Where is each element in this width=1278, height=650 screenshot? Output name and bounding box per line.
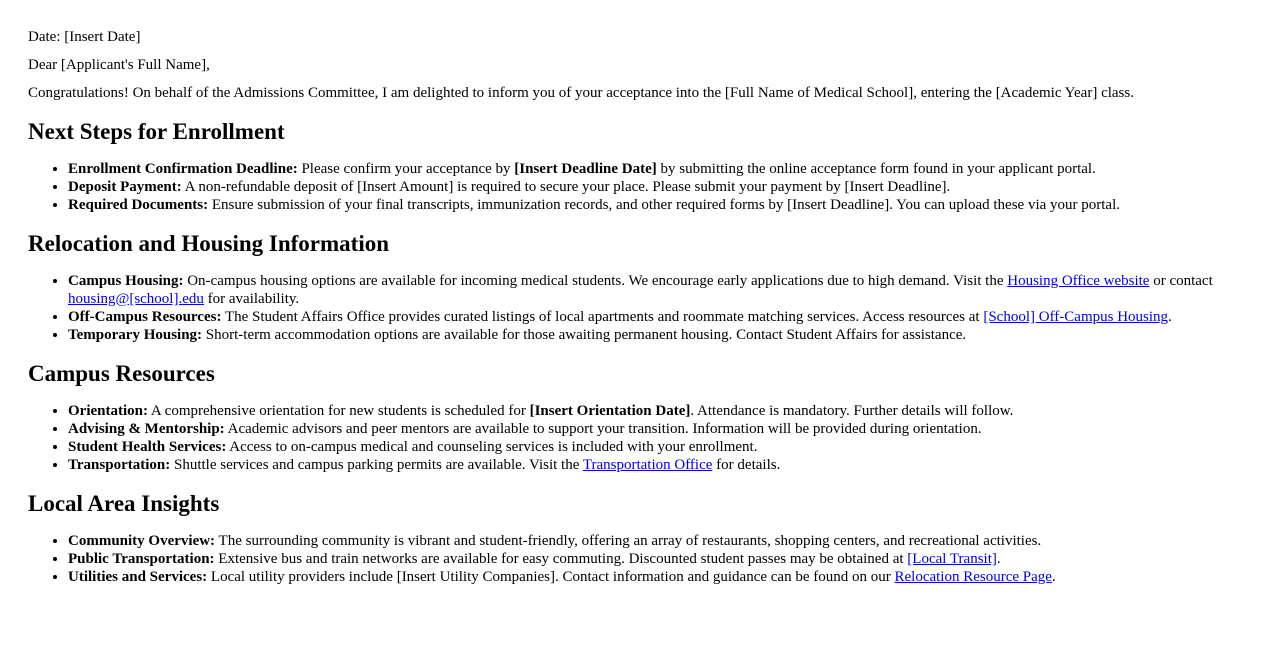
- section-heading-housing: Relocation and Housing Information: [28, 231, 390, 256]
- list-item-public-transportation: [68, 550, 1250, 568]
- section-heading-enrollment: Next Steps for Enrollment: [28, 119, 285, 144]
- item-text: Short-term accommodation options are available for those awaiting permanent housing. Contact Student Affairs for assistance.: [202, 327, 967, 343]
- orientation-date-emphasis: [Insert Orientation Date]: [529, 403, 691, 419]
- transportation-office-link[interactable]: Transportation Office: [582, 457, 713, 473]
- item-text: or contact: [1149, 273, 1213, 289]
- item-text: by submitting the online acceptance form found in your applicant portal.: [656, 161, 1096, 177]
- list-item-community-overview: [68, 532, 1250, 550]
- item-text: A non-refundable deposit of [Insert Amount] is required to secure your place. Please submit your payment by [Insert Deadline].: [181, 179, 951, 195]
- item-label: Advising & Mentorship:: [68, 421, 225, 437]
- item-label: Transportation:: [68, 457, 171, 473]
- item-text: .: [996, 551, 1001, 567]
- list-item-advising: [68, 420, 1250, 438]
- list-item-health-services: [68, 438, 1250, 456]
- list-item-utilities: [68, 568, 1250, 586]
- salutation: Dear [Applicant's Full Name],: [28, 57, 210, 73]
- section-heading-campus: Campus Resources: [28, 361, 215, 386]
- list-item-required-documents: [68, 196, 1250, 214]
- section-heading-local: Local Area Insights: [28, 491, 220, 516]
- item-text: The Student Affairs Office provides curated listings of local apartments and roommate matching services. Access resources at: [221, 309, 984, 325]
- housing-list: [28, 272, 1250, 344]
- housing-office-link[interactable]: Housing Office website: [1007, 273, 1150, 289]
- item-text: Academic advisors and peer mentors are available to support your transition. Information will be provided during orientation.: [224, 421, 982, 437]
- item-label: Temporary Housing:: [68, 327, 203, 343]
- item-label: Enrollment Confirmation Deadline:: [68, 161, 298, 177]
- list-item-temporary-housing: [68, 326, 1250, 344]
- item-label: Deposit Payment:: [68, 179, 182, 195]
- item-text: Ensure submission of your final transcripts, immunization records, and other required forms by [Insert Deadline]. You can upload these via your portal.: [208, 197, 1121, 213]
- list-item-enrollment-deadline: [68, 160, 1250, 178]
- item-text: .: [1168, 309, 1172, 325]
- item-label: Utilities and Services:: [68, 569, 208, 585]
- item-label: Public Transportation:: [68, 551, 215, 567]
- item-text: The surrounding community is vibrant and student-friendly, offering an array of restaurants, shopping centers, and recreational activities.: [215, 533, 1042, 549]
- item-label: Off-Campus Resources:: [68, 309, 222, 325]
- item-text: On-campus housing options are available for incoming medical students. We encourage early applications due to high demand. Visit the: [183, 273, 1008, 289]
- item-text: .: [1051, 569, 1056, 585]
- list-item-off-campus-resources: [68, 308, 1250, 326]
- item-text: for availability.: [203, 291, 300, 307]
- intro-paragraph: Congratulations! On behalf of the Admissions Committee, I am delighted to inform you of your acceptance into the [Full Name of Medical School], entering the [Academic Year] class.: [28, 85, 1134, 101]
- relocation-resource-link[interactable]: Relocation Resource Page: [894, 569, 1052, 585]
- deadline-date-emphasis: [Insert Deadline Date]: [514, 161, 657, 177]
- item-text: Access to on-campus medical and counseling services is included with your enrollment.: [226, 439, 758, 455]
- item-text: Please confirm your acceptance by: [297, 161, 515, 177]
- housing-email-link[interactable]: housing@[school].edu: [68, 291, 204, 307]
- item-text: . Attendance is mandatory. Further details will follow.: [690, 403, 1014, 419]
- local-transit-link[interactable]: [Local Transit]: [907, 551, 997, 567]
- item-label: Orientation:: [68, 403, 148, 419]
- item-text: Shuttle services and campus parking permits are available. Visit the: [170, 457, 583, 473]
- item-text: A comprehensive orientation for new students is scheduled for: [148, 403, 530, 419]
- item-text: for details.: [712, 457, 781, 473]
- list-item-deposit-payment: [68, 178, 1250, 196]
- item-label: Student Health Services:: [68, 439, 227, 455]
- local-list: [28, 532, 1250, 586]
- item-label: Required Documents:: [68, 197, 209, 213]
- list-item-orientation: [68, 402, 1250, 420]
- list-item-campus-housing: [68, 272, 1250, 308]
- item-text: Local utility providers include [Insert Utility Companies]. Contact information and guidance can be found on our: [207, 569, 895, 585]
- campus-list: [28, 402, 1250, 474]
- item-label: Community Overview:: [68, 533, 216, 549]
- date-line: Date: [Insert Date]: [28, 29, 141, 45]
- list-item-transportation: [68, 456, 1250, 474]
- item-text: Extensive bus and train networks are available for easy commuting. Discounted student passes may be obtained at: [214, 551, 908, 567]
- enrollment-list: [28, 160, 1250, 214]
- item-label: Campus Housing:: [68, 273, 184, 289]
- off-campus-housing-link[interactable]: [School] Off-Campus Housing: [983, 309, 1169, 325]
